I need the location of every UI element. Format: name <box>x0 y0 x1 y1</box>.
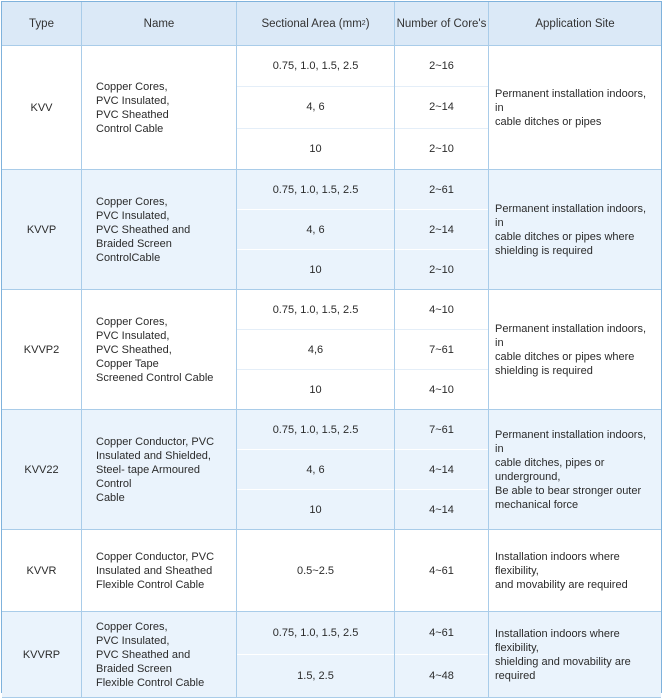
cores-value: 4~10 <box>395 290 488 330</box>
area-value: 4,6 <box>237 330 394 370</box>
row-areas <box>237 290 395 410</box>
row-cores <box>395 46 489 170</box>
cores-value: 2~16 <box>395 46 488 87</box>
area-value: 10 <box>309 383 322 396</box>
header-area-text: Sectional Area (mm <box>261 17 362 30</box>
cores-value: 7~61 <box>395 410 488 450</box>
cores-value: 4~10 <box>429 383 454 396</box>
cores-value: 4~14 <box>395 450 488 490</box>
row-cores <box>395 290 489 410</box>
row-site: Installation indoors where flexibility, shielding and movability are required <box>489 612 661 698</box>
area-value: 0.5~2.5 <box>296 564 334 577</box>
area-value: 0.75, 1.0, 1.5, 2.5 <box>237 290 394 330</box>
row-areas <box>237 530 395 612</box>
cores-value: 2~61 <box>395 170 488 210</box>
row-type: KVVRP <box>2 612 82 698</box>
row-name: Copper Conductor, PVC Insulated and Shielded, Steel- tape Armoured Control Cable <box>82 410 237 530</box>
cores-value: 4~61 <box>395 612 488 655</box>
row-name: Copper Cores, PVC Insulated, PVC Sheathed, Copper Tape Screened Control Cable <box>82 290 237 410</box>
area-value: 4, 6 <box>237 210 394 250</box>
area-value: 1.5, 2.5 <box>297 670 334 682</box>
row-areas <box>237 612 395 698</box>
row-cores <box>395 170 489 290</box>
row-type: KVV <box>2 46 82 170</box>
area-value: 10 <box>309 142 322 155</box>
cable-spec-table <box>1 1 662 693</box>
row-name: Copper Cores, PVC Insulated, PVC Sheathed and Braided Screen Flexible Control Cable <box>82 612 237 698</box>
cores-value: 7~61 <box>395 330 488 370</box>
header-name: Name <box>82 2 237 46</box>
row-cores <box>395 410 489 530</box>
row-cores <box>395 530 489 612</box>
row-name: Copper Cores, PVC Insulated, PVC Sheathed Control Cable <box>82 46 237 170</box>
cores-value: 4~14 <box>429 503 454 516</box>
header-application-site: Application Site <box>489 2 661 46</box>
row-name: Copper Conductor, PVC Insulated and Sheathed Flexible Control Cable <box>82 530 237 612</box>
area-value: 0.75, 1.0, 1.5, 2.5 <box>237 410 394 450</box>
area-value: 4, 6 <box>237 450 394 490</box>
cores-value: 2~10 <box>429 142 454 155</box>
area-value: 4, 6 <box>237 87 394 128</box>
row-type: KVVP <box>2 170 82 290</box>
header-sectional-area: Sectional Area (mm 2 ) <box>237 2 395 46</box>
row-type: KVV22 <box>2 410 82 530</box>
header-cores: Number of Core's <box>395 2 489 46</box>
row-site: Permanent installation indoors, in cable ditches or pipes where shielding is required <box>489 290 661 410</box>
area-value: 0.75, 1.0, 1.5, 2.5 <box>237 46 394 87</box>
area-value: 10 <box>309 263 322 276</box>
cores-value: 2~14 <box>395 87 488 128</box>
row-cores <box>395 612 489 698</box>
row-name: Copper Cores, PVC Insulated, PVC Sheathed and Braided Screen ControlCable <box>82 170 237 290</box>
area-value: 10 <box>309 503 322 516</box>
header-type: Type <box>2 2 82 46</box>
cores-value: 2~14 <box>395 210 488 250</box>
row-areas <box>237 46 395 170</box>
cores-value: 4~61 <box>429 564 454 577</box>
area-value: 0.75, 1.0, 1.5, 2.5 <box>237 170 394 210</box>
row-site: Permanent installation indoors, in cable ditches or pipes <box>489 46 661 170</box>
row-site: Permanent installation indoors, in cable ditches or pipes where shielding is required <box>489 170 661 290</box>
row-type: KVVR <box>2 530 82 612</box>
cores-value: 2~10 <box>429 263 454 276</box>
cores-value: 4~48 <box>429 670 454 682</box>
row-site: Installation indoors where flexibility, and movability are required <box>489 530 661 612</box>
row-type: KVVP2 <box>2 290 82 410</box>
row-areas <box>237 170 395 290</box>
row-site: Permanent installation indoors, in cable ditches, pipes or underground, Be able to bear stronger outer mechanical force <box>489 410 661 530</box>
row-areas <box>237 410 395 530</box>
area-value: 0.75, 1.0, 1.5, 2.5 <box>237 612 394 655</box>
header-area-suffix: ) <box>365 17 370 30</box>
